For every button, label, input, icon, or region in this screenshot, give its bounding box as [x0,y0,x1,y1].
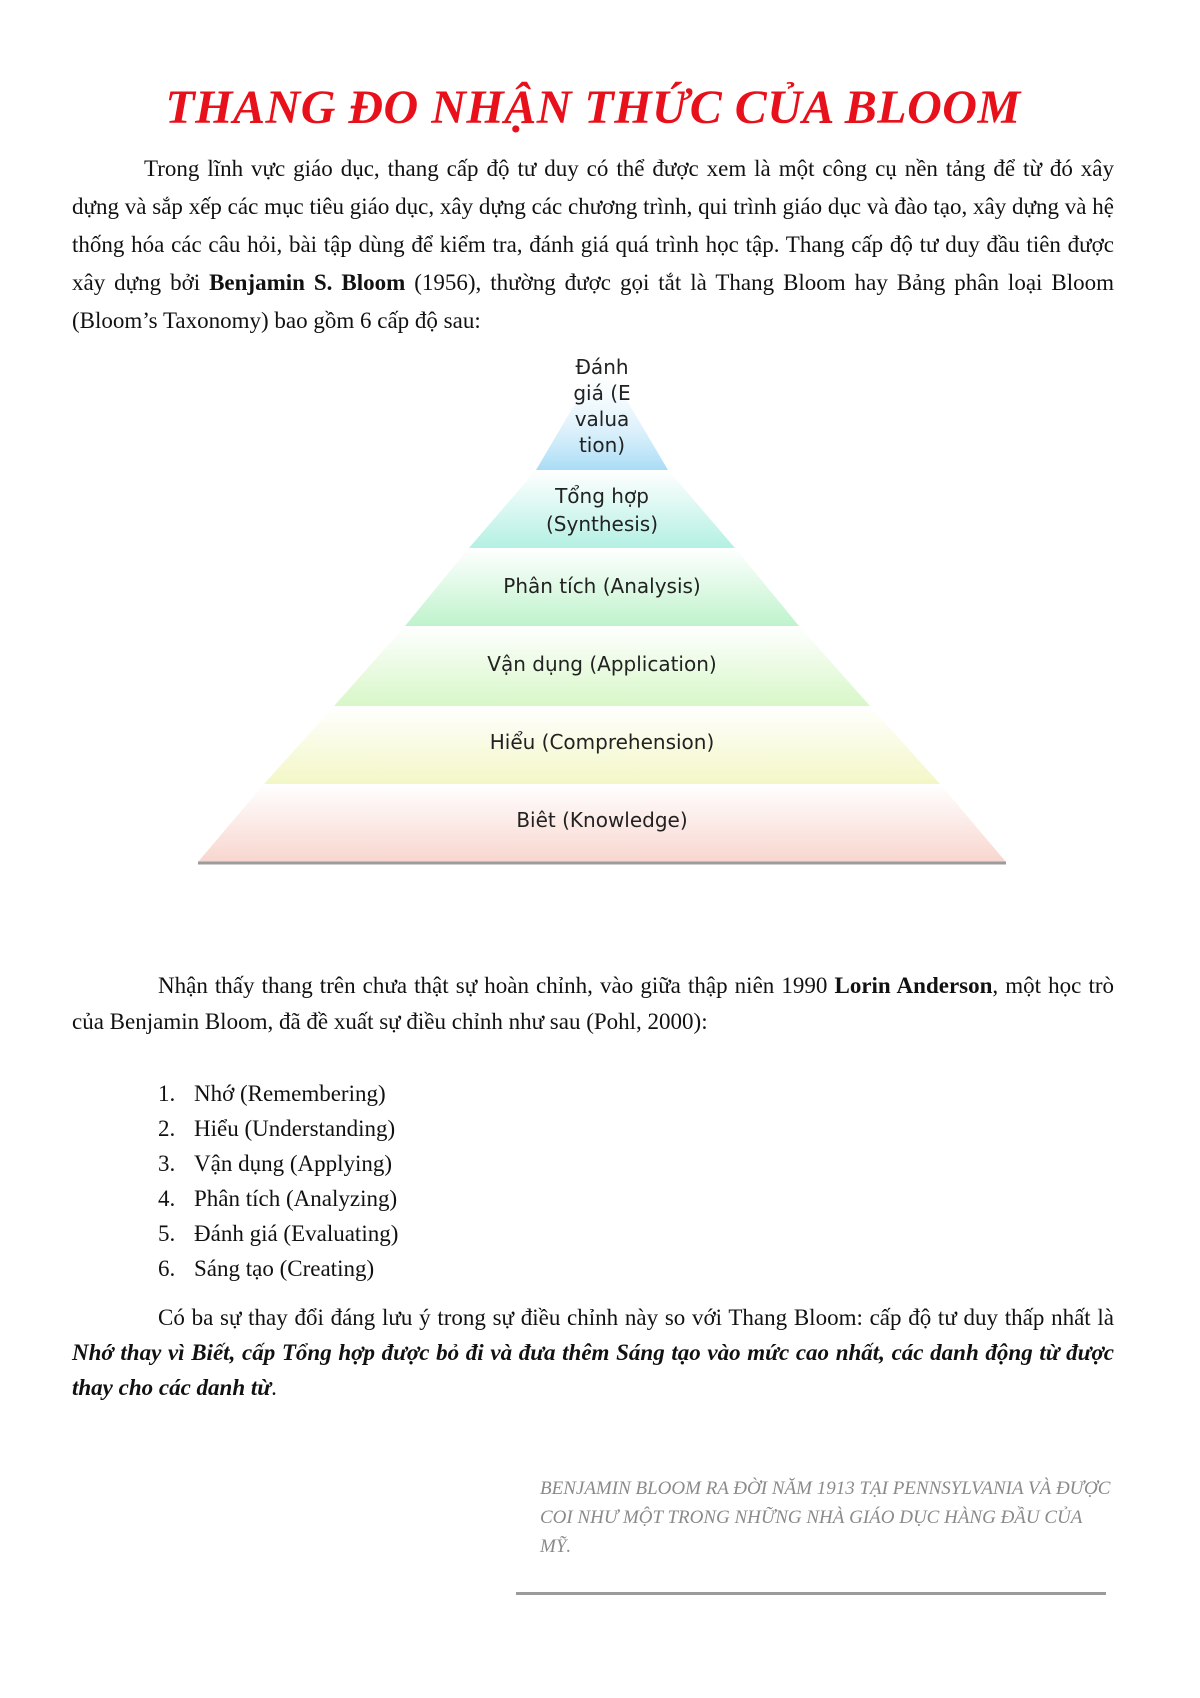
changes-emphasis-2: cấp Tổng hợp được bỏ đi và đưa thêm Sáng tạo vào mức cao nhất, các danh động từ được thay cho các danh từ [72,1340,1115,1400]
list-item [158,1181,1114,1216]
page-title: THANG ĐO NHẬN THỨC CỦA BLOOM [165,81,1021,134]
level-label-analysis: Phân tích (Analysis) [503,574,701,598]
bloom-pyramid [0,354,1200,934]
list-item [158,1076,1114,1111]
level-label-evaluation: Đánh giá (Evaluation) [573,355,631,457]
list-item [158,1251,1114,1286]
list-number: 1. [158,1081,176,1106]
changes-text-1: Có ba sự thay đổi đáng lưu ý trong sự điều chỉnh này so với Thang Bloom: cấp độ tư duy thấp nhất là [158,1305,1114,1330]
changes-separator: , [229,1340,242,1365]
anderson-text-2: , một học trò của Benjamin Bloom, đã đề xuất sự điều chỉnh như sau (Pohl, 2000): [72,973,1114,1034]
level-label-comprehension: Hiểu (Comprehension) [489,730,715,754]
level-label-application: Vận dụng (Application) [487,652,717,676]
list-number: 4. [158,1186,176,1211]
changes-end: . [271,1375,277,1400]
intro-bold-name: Benjamin S. Bloom [209,270,406,295]
level-label-synthesis [452,482,752,538]
intro-text-2: (1956), thường được gọi tắt là Thang Bloom hay Bảng phân loại Bloom (Bloom’s Taxonomy) bao gồm 6 cấp độ sau: [72,270,1114,333]
intro-paragraph [72,150,1114,340]
anderson-text-1: Nhận thấy thang trên chưa thật sự hoàn chỉnh, vào giữa thập niên 1990 [158,973,835,998]
list-item [158,1111,1114,1146]
pull-quote [540,1474,1114,1561]
anderson-bold-name: Lorin Anderson [834,973,993,998]
list-text: Đánh giá (Evaluating) [194,1221,399,1246]
changes-emphasis-1: Nhớ thay vì Biết [72,1340,230,1365]
intro-text-1: Trong lĩnh vực giáo dục, thang cấp độ tư duy có thể được xem là một công cụ nền tảng để từ đó xây dựng và sắp xếp các mục tiêu giáo dục, xây dựng các chương trình, qui trình giáo dục và đào tạo, xây dựng và hệ thống hóa các câu hỏi, bài tập dùng để kiểm tra, đánh giá quá trình học tập. Thang cấp độ tư duy đầu tiên được xây dựng bởi [72,156,1114,295]
pull-quote-rule [516,1592,1106,1595]
changes-paragraph [72,1300,1114,1405]
pull-quote-text: BENJAMIN BLOOM RA ĐỜI NĂM 1913 TẠI PENNSYLVANIA VÀ ĐƯỢC COI NHƯ MỘT TRONG NHỮNG NHÀ GIÁO DỤC HÀNG ĐẦU CỦA MỸ. [540,1478,1111,1557]
synthesis-label-line-2: (Synthesis) [545,512,659,536]
list-item [158,1216,1114,1251]
list-text: Sáng tạo (Creating) [194,1256,375,1281]
list-number: 6. [158,1256,176,1281]
list-item [158,1146,1114,1181]
synthesis-label-line-1: Tổng hợp [555,484,649,508]
list-text: Vận dụng (Applying) [194,1151,393,1176]
list-text: Phân tích (Analyzing) [194,1186,398,1211]
level-label-knowledge: Biêt (Knowledge) [516,808,688,832]
list-text: Hiểu (Understanding) [194,1116,396,1141]
list-number: 3. [158,1151,176,1176]
list-number: 2. [158,1116,176,1141]
anderson-paragraph [72,968,1114,1040]
list-text: Nhớ (Remembering) [194,1081,386,1106]
list-number: 5. [158,1221,176,1246]
revised-taxonomy-list [72,1076,1114,1286]
